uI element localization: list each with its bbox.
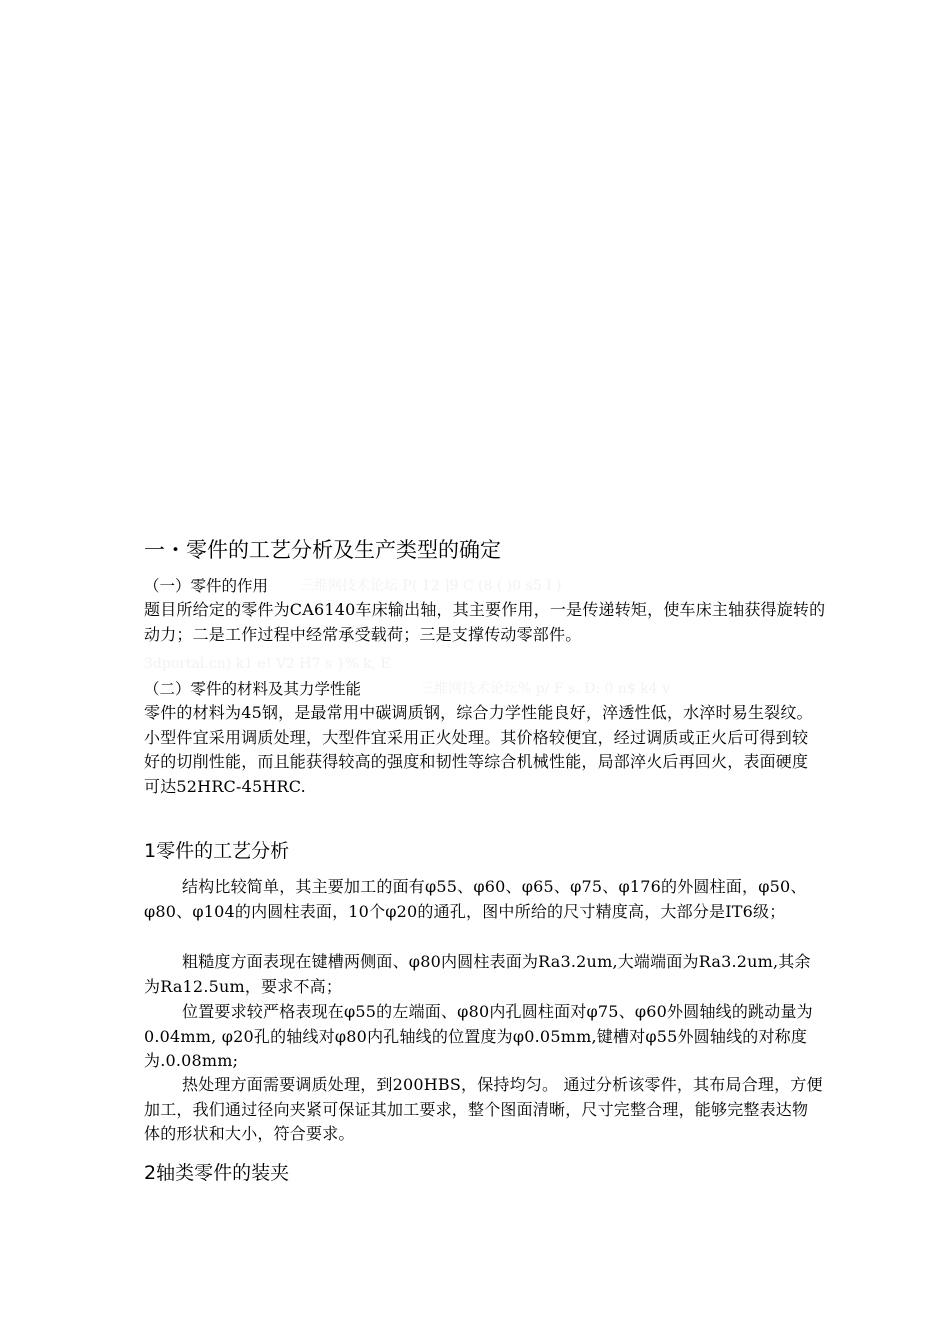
- paragraph-function: 题目所给定的零件为CA6140车床输出轴，其主要作用，一是传递转矩，使车床主轴获得旋转的动力；二是工作过程中经常承受载荷；三是支撑传动零部件。: [144, 600, 826, 644]
- paragraph-position: 位置要求较严格表现在φ55的左端面、φ80内孔圆柱面对φ75、φ60外圆轴线的跳动量为0.04mm, φ20孔的轴线对φ80内孔轴线的位置度为φ0.05mm,键槽对φ55外圆轴线的对称度为.0.08mm;: [144, 1002, 813, 1070]
- section-title: 一・零件的工艺分析及生产类型的确定: [144, 538, 501, 562]
- watermark-text: 三维网技术论坛 P( 12 ]9 C (8 ( )0 s5 I ): [300, 578, 562, 594]
- subsection-label-function: （一）零件的作用: [144, 577, 269, 595]
- paragraph-material: 零件的材料为45钢，是最常用中碳调质钢，综合力学性能良好，淬透性低，水淬时易生裂纹。小型件宜采用调质处理，大型件宜采用正火处理。其价格较便宜，经过调质或正火后可得到较好的切削性能，而且能获得较高的强度和韧性等综合机械性能，局部淬火后再回火，表面硬度可达52HRC-45HRC.: [144, 703, 813, 796]
- paragraph-roughness: 粗糙度方面表现在键槽两侧面、φ80内圆柱表面为Ra3.2um,大端端面为Ra3.2um,其余为Ra12.5um，要求不高；: [144, 952, 811, 996]
- paragraph-heat-treatment: 热处理方面需要调质处理，到200HBS，保持均匀。 通过分析该零件，其布局合理，方便加工，我们通过径向夹紧可保证其加工要求，整个图面清晰，尺寸完整合理，能够完整表达物体的形状和大小，符合要求。: [144, 1075, 823, 1143]
- watermark-text: 三维网技术论坛% p/ F s. D: 0 n$ k4 v: [420, 681, 671, 697]
- heading-shaft-clamping: 2轴类零件的装夹: [144, 1162, 290, 1184]
- paragraph-structure: 结构比较简单，其主要加工的面有φ55、φ60、φ65、φ75、φ176的外圆柱面，φ50、φ80、φ104的内圆柱表面，10个φ20的通孔，图中所给的尺寸精度高，大部分是IT6级；: [144, 877, 807, 921]
- subsection-label-material: （二）零件的材料及其力学性能: [144, 680, 362, 698]
- heading-process-analysis: 1零件的工艺分析: [144, 840, 290, 862]
- watermark-text: 3dportal.cn) k1 e! V2 H7 s }% k, E: [144, 656, 391, 672]
